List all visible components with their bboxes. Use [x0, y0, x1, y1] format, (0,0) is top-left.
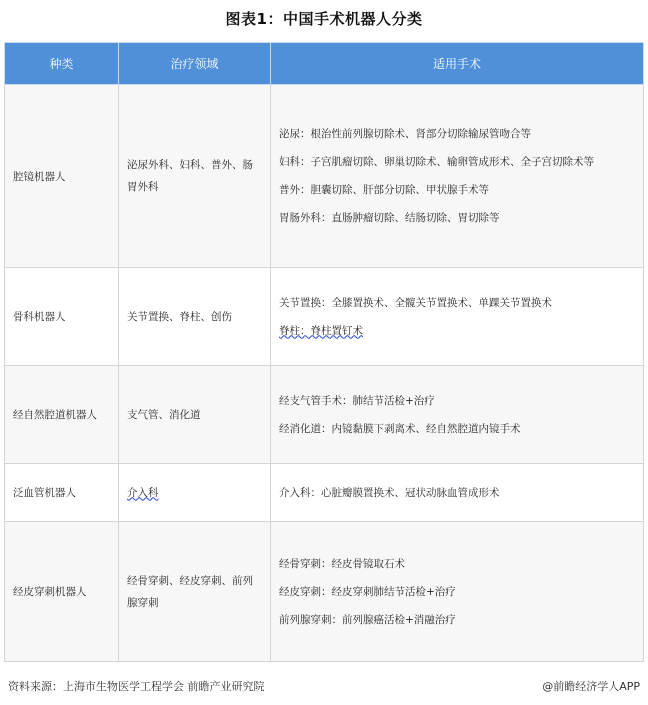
- cell-surgeries: [271, 268, 644, 366]
- surgery-item: 经消化道：内镜黏膜下剥离术、经自然腔道内镜手术: [279, 422, 521, 435]
- cell-type: 经自然腔道机器人: [5, 366, 119, 464]
- source-note: 资料来源：上海市生物医学工程学会 前瞻产业研究院: [8, 680, 265, 693]
- cell-area: 经骨穿刺、经皮穿刺、前列腺穿刺: [119, 522, 271, 662]
- surgery-item: 经骨穿刺：经皮骨镜取石术: [279, 557, 405, 570]
- cell-area: 介入科: [119, 464, 271, 522]
- table-row: [5, 464, 644, 522]
- header-surgery: 适用手术: [271, 43, 644, 85]
- cell-type: 腔镜机器人: [5, 85, 119, 268]
- surgery-item: 脊柱：脊柱置钉术: [279, 324, 363, 337]
- surgery-item: 妇科：子宫肌瘤切除、卵巢切除术、输卵管成形术、全子宫切除术等: [279, 156, 594, 168]
- cell-surgeries: [271, 366, 644, 464]
- table-row: [5, 366, 644, 464]
- surgery-item: 介入科：心脏瓣膜置换术、冠状动脉血管成形术: [279, 486, 500, 499]
- cell-area: 支气管、消化道: [119, 366, 271, 464]
- robot-classification-table: [4, 42, 644, 662]
- surgery-item: 关节置换：全膝置换术、全髋关节置换术、单踝关节置换术: [279, 296, 552, 309]
- cell-type: 骨科机器人: [5, 268, 119, 366]
- surgery-item: 经皮穿刺：经皮穿刺肺结节活检+治疗: [279, 585, 456, 598]
- cell-surgeries: [271, 464, 644, 522]
- cell-area: 关节置换、脊柱、创伤: [119, 268, 271, 366]
- table-row: [5, 268, 644, 366]
- surgery-item: 经支气管手术：肺结节活检+治疗: [279, 394, 435, 407]
- surgery-item: 胃肠外科：直肠肿瘤切除、结肠切除、胃切除等: [279, 212, 500, 224]
- cell-type: 泛血管机器人: [5, 464, 119, 522]
- table-row: [5, 85, 644, 268]
- cell-surgeries: [271, 85, 644, 268]
- cell-type: 经皮穿刺机器人: [5, 522, 119, 662]
- header-area: 治疗领域: [119, 43, 271, 85]
- header-type: 种类: [5, 43, 119, 85]
- brand-credit: @前瞻经济学人APP: [542, 680, 640, 693]
- cell-surgeries: [271, 522, 644, 662]
- page-title: 图表1：中国手术机器人分类: [225, 10, 423, 28]
- table-row: [5, 522, 644, 662]
- cell-area: 泌尿外科、妇科、普外、肠胃外科: [119, 85, 271, 268]
- surgery-item: 前列腺穿刺：前列腺癌活检+消融治疗: [279, 613, 456, 626]
- table-header-row: [5, 43, 644, 85]
- surgery-item: 普外：胆囊切除、肝部分切除、甲状腺手术等: [279, 184, 489, 196]
- surgery-item: 泌尿：根治性前列腺切除术、肾部分切除输尿管吻合等: [279, 128, 531, 140]
